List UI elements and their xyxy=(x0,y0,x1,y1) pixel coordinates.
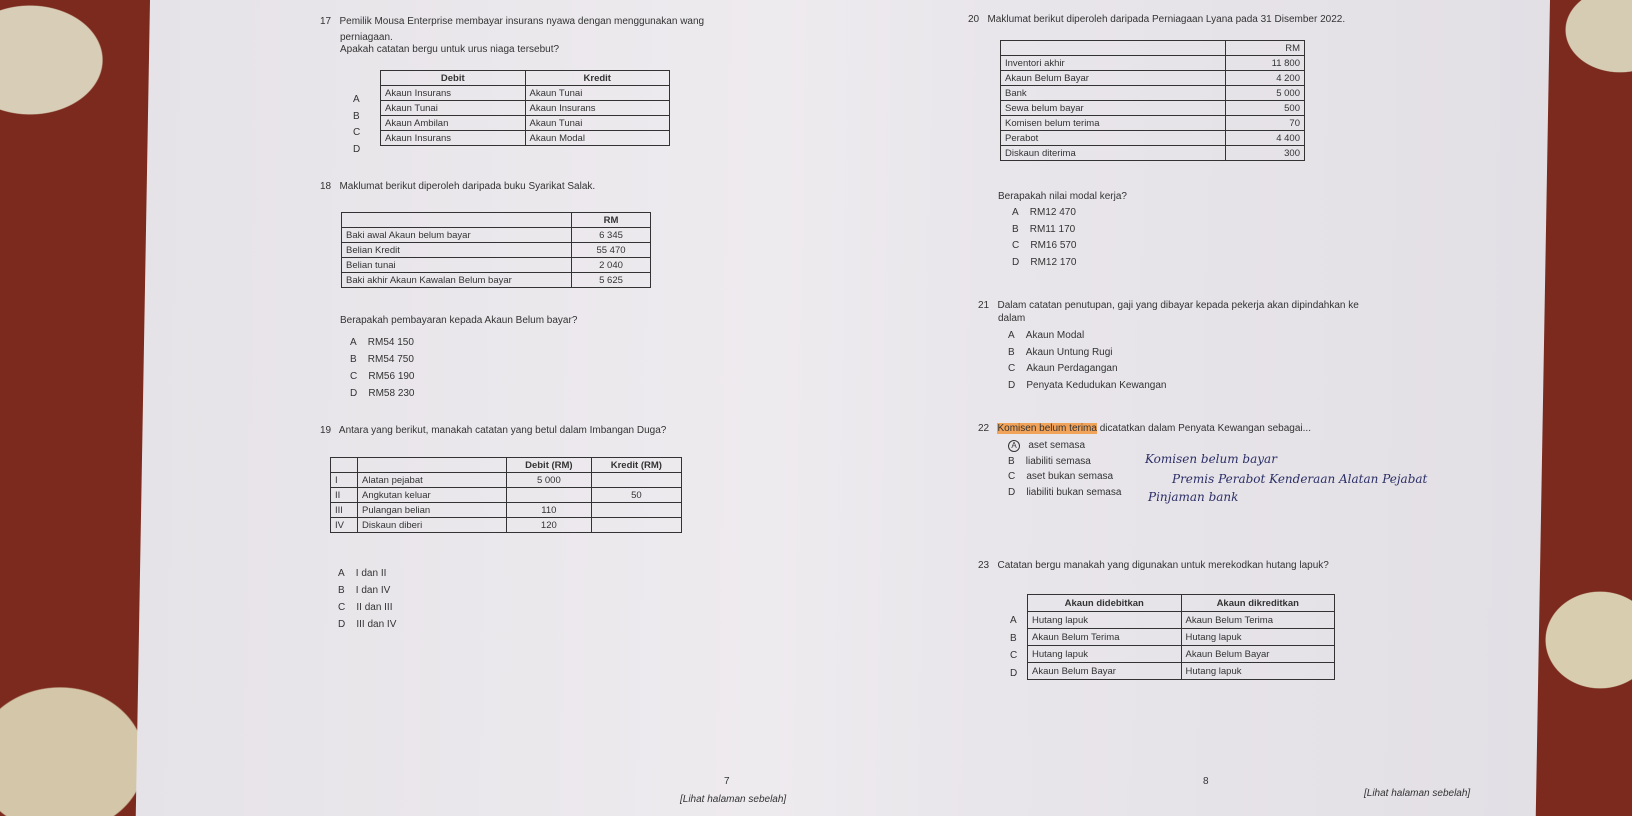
q22-options xyxy=(1008,438,1121,500)
q18-line1: Maklumat berikut diperoleh daripada buku Syarikat Salak. xyxy=(339,181,596,192)
q19-r3-item: Pulangan belian xyxy=(358,503,507,518)
q19-r4-roman: IV xyxy=(331,518,358,533)
q20-row1-label: Inventori akhir xyxy=(1001,56,1226,71)
table-row xyxy=(331,488,682,503)
q21-number: 21 xyxy=(978,300,990,311)
table-row xyxy=(1028,663,1335,680)
q19-r3-debit: 110 xyxy=(507,503,592,518)
q21-option-d[interactable]: D Penyata Kedudukan Kewangan xyxy=(1008,379,1167,391)
footer-note-right: [Lihat halaman sebelah] xyxy=(1364,788,1471,799)
table-row xyxy=(1001,146,1305,161)
q19-option-d[interactable]: D III dan IV xyxy=(338,619,397,630)
q20-option-d[interactable]: D RM12 170 xyxy=(1012,256,1077,268)
q18-number: 18 xyxy=(320,181,332,192)
table-row xyxy=(1001,56,1305,71)
footer-note-left: [Lihat halaman sebelah] xyxy=(680,794,787,805)
q17-option-letters xyxy=(353,92,360,158)
q18-row1-label: Baki awal Akaun belum bayar xyxy=(342,228,572,243)
q22-line1-rest: dicatatkan dalam Penyata Kewangan sebagai... xyxy=(1096,423,1311,434)
q20-row3-label: Bank xyxy=(1001,86,1226,101)
q21-line2: dalam xyxy=(998,313,1026,324)
q19-r1-debit: 5 000 xyxy=(507,473,592,488)
q23-header-debit: Akaun didebitkan xyxy=(1028,595,1182,612)
q18-stem xyxy=(320,181,595,192)
q23-d-kredit: Hutang lapuk xyxy=(1181,663,1335,680)
q22-handwriting-c: Premis Perabot Kenderaan Alatan Pejabat xyxy=(1172,472,1428,486)
q20-options xyxy=(1012,205,1077,271)
q17-opt-d: D xyxy=(353,143,361,155)
table-row xyxy=(1001,86,1305,101)
q18-row3-value: 2 040 xyxy=(572,258,651,273)
table-row xyxy=(1028,646,1335,663)
q18-row2-value: 55 470 xyxy=(572,243,651,258)
q20-option-b[interactable]: B RM11 170 xyxy=(1012,223,1076,235)
table-row xyxy=(331,518,682,533)
q23-b-kredit: Hutang lapuk xyxy=(1181,629,1335,646)
q17-stem xyxy=(320,16,704,27)
q20-question: Berapakah nilai modal kerja? xyxy=(998,191,1127,202)
table-row xyxy=(381,131,670,146)
q22-option-b[interactable]: B liabiliti semasa xyxy=(1008,455,1091,467)
q18-row4-value: 5 625 xyxy=(572,273,651,288)
q23-opt-a: A xyxy=(1010,615,1017,626)
q19-r4-debit: 120 xyxy=(507,518,592,533)
q22-number: 22 xyxy=(978,423,990,434)
q20-option-a[interactable]: A RM12 470 xyxy=(1012,207,1076,218)
q23-number: 23 xyxy=(978,560,990,571)
q19-r2-item: Angkutan keluar xyxy=(358,488,507,503)
q20-number: 20 xyxy=(968,14,980,25)
q20-option-c[interactable]: C RM16 570 xyxy=(1012,240,1077,251)
q18-table xyxy=(341,212,651,288)
q18-option-d[interactable]: D RM58 230 xyxy=(350,388,415,399)
q19-r1-roman: I xyxy=(331,473,358,488)
q18-option-c[interactable]: C RM56 190 xyxy=(350,371,415,382)
q23-line1: Catatan bergu manakah yang digunakan untuk merekodkan hutang lapuk? xyxy=(997,560,1329,571)
table-row xyxy=(381,116,670,131)
q22-option-a[interactable]: A aset semasa xyxy=(1008,438,1121,454)
table-row xyxy=(331,473,682,488)
q20-stem xyxy=(968,14,1345,25)
q17-line3: Apakah catatan bergu untuk urus niaga tersebut? xyxy=(340,44,560,55)
q23-opt-d: D xyxy=(1010,667,1018,679)
q23-a-kredit: Akaun Belum Terima xyxy=(1181,612,1335,629)
table-row xyxy=(381,86,670,101)
q20-row6-value: 4 400 xyxy=(1226,131,1305,146)
q17-d-debit: Akaun Insurans xyxy=(381,131,526,146)
q20-row3-value: 5 000 xyxy=(1226,86,1305,101)
q19-header-debit: Debit (RM) xyxy=(507,458,592,473)
q21-line1: Dalam catatan penutupan, gaji yang dibayar kepada pekerja akan dipindahkan ke xyxy=(997,300,1359,311)
q17-opt-b: B xyxy=(353,110,360,122)
q17-b-debit: Akaun Tunai xyxy=(381,101,526,116)
page-number-left: 7 xyxy=(724,776,730,787)
q23-c-debit: Hutang lapuk xyxy=(1028,646,1182,663)
q22-highlight: Komisen belum terima xyxy=(997,423,1097,434)
table-row xyxy=(331,503,682,518)
q20-row4-label: Sewa belum bayar xyxy=(1001,101,1226,116)
q18-option-a[interactable]: A RM54 150 xyxy=(350,337,414,348)
q17-line1: Pemilik Mousa Enterprise membayar insurans nyawa dengan menggunakan wang xyxy=(339,16,705,27)
q19-header-blank1 xyxy=(331,458,358,473)
q18-row4-label: Baki akhir Akaun Kawalan Belum bayar xyxy=(342,273,572,288)
q20-header-unit: RM xyxy=(1226,41,1305,56)
q19-r3-roman: III xyxy=(331,503,358,518)
q21-option-a[interactable]: A Akaun Modal xyxy=(1008,330,1085,341)
q20-row5-value: 70 xyxy=(1226,116,1305,131)
q21-options xyxy=(1008,328,1166,394)
q20-row4-value: 500 xyxy=(1226,101,1305,116)
q19-r1-item: Alatan pejabat xyxy=(358,473,507,488)
q23-option-letters xyxy=(1010,612,1017,682)
q23-opt-b: B xyxy=(1010,632,1017,644)
q17-d-kredit: Akaun Modal xyxy=(525,131,670,146)
q20-row7-label: Diskaun diterima xyxy=(1001,146,1226,161)
q20-row2-value: 4 200 xyxy=(1226,71,1305,86)
q17-header-debit: Debit xyxy=(381,71,526,86)
q20-header-blank xyxy=(1001,41,1226,56)
q23-stem xyxy=(978,560,1329,571)
table-row xyxy=(342,228,651,243)
q20-row7-value: 300 xyxy=(1226,146,1305,161)
q19-line1: Antara yang berikut, manakah catatan yang betul dalam Imbangan Duga? xyxy=(338,425,667,436)
q20-row5-label: Komisen belum terima xyxy=(1001,116,1226,131)
q19-r1-kredit xyxy=(591,473,681,488)
q23-b-debit: Akaun Belum Terima xyxy=(1028,629,1182,646)
q17-c-debit: Akaun Ambilan xyxy=(381,116,526,131)
q17-opt-a: A xyxy=(353,94,360,105)
q23-d-debit: Akaun Belum Bayar xyxy=(1028,663,1182,680)
q20-row2-label: Akaun Belum Bayar xyxy=(1001,71,1226,86)
q18-row2-label: Belian Kredit xyxy=(342,243,572,258)
q19-r2-roman: II xyxy=(331,488,358,503)
q17-table xyxy=(380,70,670,146)
q19-r2-debit xyxy=(507,488,592,503)
q23-table xyxy=(1027,594,1335,680)
q18-question: Berapakah pembayaran kepada Akaun Belum bayar? xyxy=(340,315,578,326)
q20-table xyxy=(1000,40,1305,161)
q23-header-kredit: Akaun dikreditkan xyxy=(1181,595,1335,612)
q19-option-c[interactable]: C II dan III xyxy=(338,602,393,613)
q23-c-kredit: Akaun Belum Bayar xyxy=(1181,646,1335,663)
table-row xyxy=(381,101,670,116)
q22-answer-circle: A xyxy=(1008,440,1020,452)
q19-r4-item: Diskaun diberi xyxy=(358,518,507,533)
q18-row3-label: Belian tunai xyxy=(342,258,572,273)
q17-line2: perniagaan. xyxy=(340,32,393,43)
q19-header-blank2 xyxy=(358,458,507,473)
table-row xyxy=(1001,101,1305,116)
q21-option-c[interactable]: C Akaun Perdagangan xyxy=(1008,363,1118,374)
q19-r3-kredit xyxy=(591,503,681,518)
q18-row1-value: 6 345 xyxy=(572,228,651,243)
table-row xyxy=(1001,116,1305,131)
table-row xyxy=(1028,629,1335,646)
q19-number: 19 xyxy=(320,425,332,436)
q18-header-unit: RM xyxy=(572,213,651,228)
q22-stem xyxy=(978,423,1311,434)
q19-header-kredit: Kredit (RM) xyxy=(591,458,681,473)
q20-line1: Maklumat berikut diperoleh daripada Perniagaan Lyana pada 31 Disember 2022. xyxy=(987,14,1346,25)
q18-header-blank xyxy=(342,213,572,228)
q18-options xyxy=(350,334,415,402)
q23-opt-c: C xyxy=(1010,650,1018,661)
table-row xyxy=(1001,71,1305,86)
q21-stem xyxy=(978,300,1359,311)
q22-handwriting-d: Pinjaman bank xyxy=(1148,490,1239,504)
table-row xyxy=(1001,131,1305,146)
q22-option-c[interactable]: C aset bukan semasa xyxy=(1008,471,1114,482)
q19-option-b[interactable]: B I dan IV xyxy=(338,585,391,596)
q23-a-debit: Hutang lapuk xyxy=(1028,612,1182,629)
table-row xyxy=(342,258,651,273)
q19-table xyxy=(330,457,682,533)
q19-options xyxy=(338,565,396,633)
q21-option-b[interactable]: B Akaun Untung Rugi xyxy=(1008,346,1113,358)
page-number-right: 8 xyxy=(1203,776,1209,787)
q22-handwriting-b: Komisen belum bayar xyxy=(1145,452,1277,466)
q17-a-kredit: Akaun Tunai xyxy=(525,86,670,101)
q19-option-a[interactable]: A I dan II xyxy=(338,568,387,579)
q18-option-b[interactable]: B RM54 750 xyxy=(350,354,414,365)
q17-a-debit: Akaun Insurans xyxy=(381,86,526,101)
table-row xyxy=(1028,612,1335,629)
q20-row1-value: 11 800 xyxy=(1226,56,1305,71)
table-row xyxy=(342,273,651,288)
q17-opt-c: C xyxy=(353,127,361,138)
q19-r2-kredit: 50 xyxy=(591,488,681,503)
q17-header-kredit: Kredit xyxy=(525,71,670,86)
q19-stem xyxy=(320,425,666,436)
q17-c-kredit: Akaun Tunai xyxy=(525,116,670,131)
q17-number: 17 xyxy=(320,16,332,27)
q17-b-kredit: Akaun Insurans xyxy=(525,101,670,116)
table-row xyxy=(342,243,651,258)
q22-option-d[interactable]: D liabiliti bukan semasa xyxy=(1008,486,1122,498)
q20-row6-label: Perabot xyxy=(1001,131,1226,146)
q19-r4-kredit xyxy=(591,518,681,533)
